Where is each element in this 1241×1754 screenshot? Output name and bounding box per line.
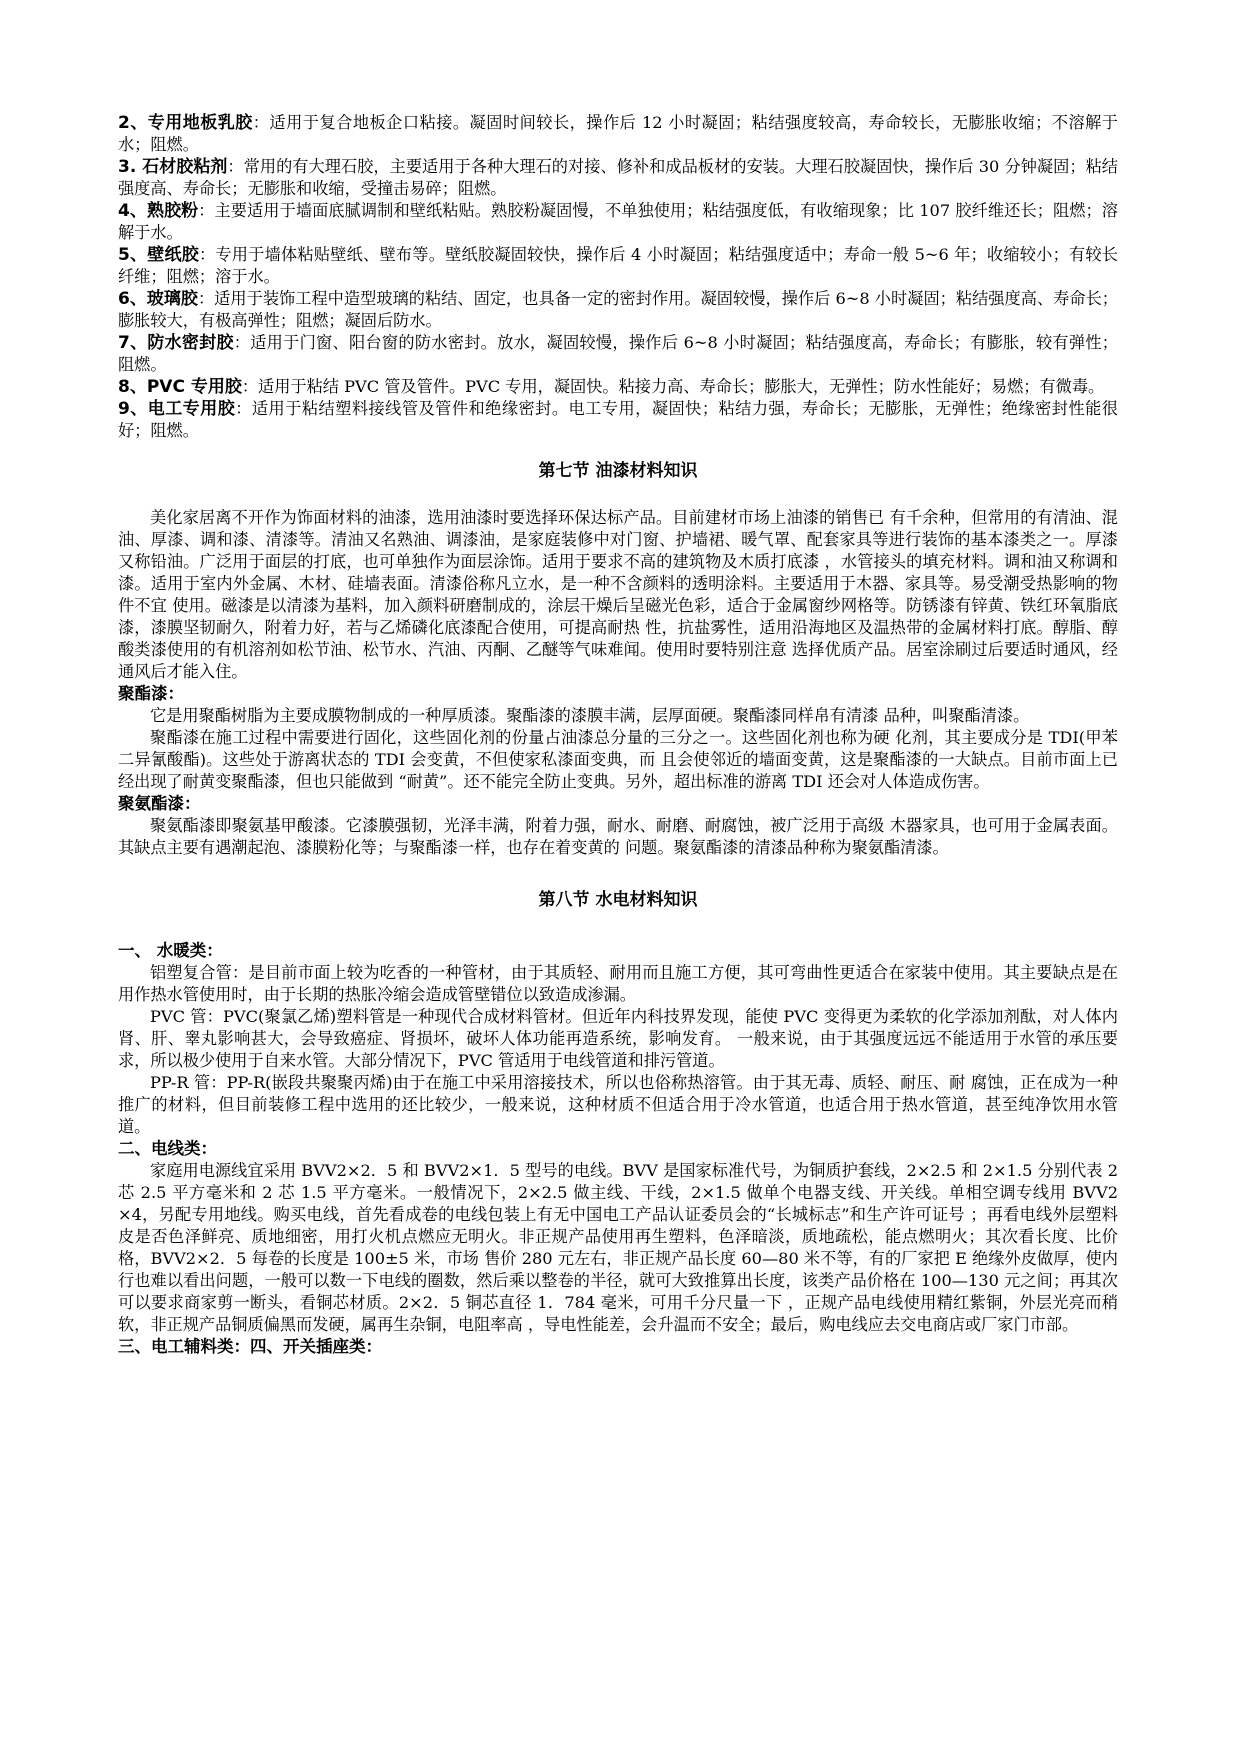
glue-item-label: 8、PVC 专用胶	[118, 377, 242, 397]
glue-item-text: ：主要适用于墙面底腻调制和壁纸粘贴。熟胶粉凝固慢，不单独使用；粘结强度低，有收缩现象；比 107 胶纤维还长；阻燃；溶解于水。	[118, 201, 1118, 242]
glue-item-label: 2、专用地板乳胶	[118, 113, 253, 133]
aluminum-plastic-pipe-paragraph: 铝塑复合管：是目前市面上较为吃香的一种管材，由于其质轻、耐用而且施工方便，其可弯曲性更适合在家装中使用。其主要缺点是在用作热水管使用时，由于长期的热胀冷缩会造成管壁错位以致造成渗漏。	[118, 963, 1118, 1004]
glue-item	[118, 332, 1118, 376]
glue-item-label: 4、熟胶粉	[118, 201, 199, 221]
glue-item	[118, 376, 1118, 398]
glue-item-text: ：适用于粘结塑料接线管及管件和绝缘密封。电工专用，凝固快；粘结力强，寿命长；无膨胀，无弹性；绝缘密封性能很好；阻燃。	[118, 399, 1118, 440]
pvc-pipe-paragraph: PVC 管：PVC(聚氯乙烯)塑料管是一种现代合成材料管材。但近年内科技界发现，能使 PVC 变得更为柔软的化学添加剂酞，对人体内肾、肝、睾丸影响甚大，会导致癌症、肾损坏，破坏人体功能再造系统，影响发育。 一般来说，由于其强度远远不能适用于水管的承压要求，所以极少使用于自来水管。大部分情况下，PVC 管适用于电线管道和排污管道。	[118, 1007, 1118, 1070]
section-7-title: 第七节 油漆材料知识	[538, 461, 698, 481]
paint-intro-paragraph: 美化家居离不开作为饰面材料的油漆，选用油漆时要选择环保达标产品。目前建材市场上油漆的销售已 有千余种，但常用的有清油、混油、厚漆、调和漆、清漆等。清油又名熟油、调漆油，是家庭装修中对门窗、护墙裙、暖气罩、配套家具等进行装饰的基本漆类之一。厚漆又称铅油。广泛用于面层的打底，也可单独作为面层涂饰。适用于要求不高的建筑物及木质打底漆 ，水管接头的填充材料。调和油又称调和漆。适用于室内外金属、木材、硅墙表面。清漆俗称凡立水，是一种不含颜料的透明涂料。主要适用于木器、家具等。易受潮受热影响的物件不宜 使用。磁漆是以清漆为基料，加入颜料研磨制成的，涂层干燥后呈磁光色彩，适合于金属窗纱网格等。防锈漆有锌黄、铁红环氧脂底漆，漆膜坚韧耐久，附着力好，若与乙烯磷化底漆配合使用，可提高耐热 性，抗盐雾性，适用沿海地区及温热带的金属材料打底。醇脂、醇酸类漆使用的有机溶剂如松节油、松节水、汽油、丙酮、乙醚等气味难闻。使用时要特别注意 选择优质产品。居室涂刷过后要适时通风，经通风后才能入住。	[118, 508, 1118, 681]
glue-item	[118, 398, 1118, 442]
glue-item	[118, 112, 1118, 156]
glue-item	[118, 288, 1118, 332]
polyester-paragraph-2: 聚酯漆在施工过程中需要进行固化，这些固化剂的份量占油漆总分量的三分之一。这些固化剂也称为硬 化剂，其主要成分是 TDI(甲苯二异氰酸酯)。这些处于游离状态的 TDI 会变黄，不但使家私漆面变典，而 且会使邻近的墙面变黄，这是聚酯漆的一大缺点。目前市面上已经出现了耐黄变聚酯漆，但也只能做到 “耐黄”。还不能完全防止变典。另外，超出标准的游离 TDI 还会对人体造成伤害。	[118, 728, 1118, 791]
ppr-pipe-paragraph: PP-R 管：PP-R(嵌段共聚聚丙烯)由于在施工中采用溶接技术，所以也俗称热溶管。由于其无毒、质轻、耐压、耐 腐蚀，正在成为一种推广的材料，但目前装修工程中选用的还比较少，一般来说，这种材质不但适合用于冷水管道，也适合用于热水管道，甚至纯净饮用水管道。	[118, 1073, 1118, 1136]
polyester-paragraph-1: 它是用聚酯树脂为主要成膜物制成的一种厚质漆。聚酯漆的漆膜丰满，层厚面硬。聚酯漆同样帛有清漆 品种，叫聚酯清漆。	[150, 706, 1030, 725]
plumbing-heading: 一、 水暖类：	[118, 941, 223, 960]
glue-item	[118, 244, 1118, 288]
electrical-accessories-heading: 三、电工辅料类：四、开关插座类：	[118, 1337, 382, 1356]
glue-item-label: 7、防水密封胶	[118, 333, 234, 353]
glue-item	[118, 156, 1118, 200]
glue-item-text: ：适用于复合地板企口粘接。凝固时间较长，操作后 12 小时凝固；粘结强度较高，寿命较长，无膨胀收缩；不溶解于水；阻燃。	[118, 113, 1118, 154]
glue-item-text: ：适用于装饰工程中造型玻璃的粘结、固定，也具备一定的密封作用。凝固较慢，操作后 6~8 小时凝固；粘结强度高、寿命长；膨胀较大，有极高弹性；阻燃；凝固后防水。	[118, 289, 1118, 330]
glue-item-label: 9、电工专用胶	[118, 399, 236, 419]
glue-item-label: 3. 石材胶粘剂	[118, 157, 228, 177]
glue-item-label: 6、玻璃胶	[118, 289, 198, 309]
document-page	[118, 112, 1118, 1358]
section-8-title: 第八节 水电材料知识	[538, 890, 698, 910]
glue-item	[118, 200, 1118, 244]
glue-item-text: ：适用于门窗、阳台窗的防水密封。放水，凝固较慢，操作后 6~8 小时凝固；粘结强度高，寿命长；有膨胀，较有弹性；阻燃。	[118, 333, 1118, 374]
glue-item-label: 5、壁纸胶	[118, 245, 199, 265]
glue-item-text: ：专用于墙体粘贴壁纸、壁布等。壁纸胶凝固较快，操作后 4 小时凝固；粘结强度适中；寿命一般 5~6 年；收缩较小；有较长纤维；阻燃；溶于水。	[118, 245, 1118, 286]
polyester-heading: 聚酯漆：	[118, 684, 184, 703]
glue-item-text: ：常用的有大理石胶，主要适用于各种大理石的对接、修补和成品板材的安装。大理石胶凝固快，操作后 30 分钟凝固；粘结强度高、寿命长；无膨胀和收缩，受撞击易碎；阻燃。	[118, 157, 1118, 198]
polyurethane-heading: 聚氨酯漆：	[118, 794, 201, 813]
glue-item-text: ：适用于粘结 PVC 管及管件。PVC 专用，凝固快。粘接力高、寿命长；膨胀大，无弹性；防水性能好；易燃；有微毒。	[241, 377, 1105, 396]
wire-paragraph: 家庭用电源线宜采用 BVV2×2．5 和 BVV2×1．5 型号的电线。BVV 是国家标准代号，为铜质护套线，2×2.5 和 2×1.5 分别代表 2 芯 2.5 平方毫米和 2 芯 1.5 平方毫米。一般情况下，2×2.5 做主线、干线，2×1.5 做单个电器支线、开关线。单相空调专线用 BVV2 ×4，另配专用地线。购买电线，首先看成卷的电线包装上有无中国电工产品认证委员会的“长城标志”和生产许可证号 ；再看电线外层塑料皮是否色泽鲜亮、质地细密，用打火机点燃应无明火。非正规产品使用再生塑料，色泽暗淡，质地疏松，能点燃明火；其次看长度、比价格，BVV2×2．5 每卷的长度是 100±5 米，市场 售价 280 元左右，非正规产品长度 60—80 米不等，有的厂家把 E 绝缘外皮做厚，使内行也难以看出问题，一般可以数一下电线的圈数，然后乘以整卷的半径，就可大致推算出长度，该类产品价格在 100—130 元之间；再其次可以要求商家剪一断头，看铜芯材质。2×2．5 铜芯直径 1．784 毫米，可用千分尺量一下 ，正规产品电线使用精红紫铜，外层光亮而稍软，非正规产品铜质偏黑而发硬，属再生杂铜，电阻率高 ，导电性能差，会升温而不安全；最后，购电线应去交电商店或厂家门市部。	[118, 1161, 1118, 1334]
glue-list	[118, 112, 1118, 442]
wire-heading: 二、电线类：	[118, 1139, 217, 1158]
polyurethane-paragraph: 聚氨酯漆即聚氨基甲酸漆。它漆膜强韧，光泽丰满，附着力强，耐水、耐磨、耐腐蚀，被广泛用于高级 木器家具，也可用于金属表面。其缺点主要有遇潮起泡、漆膜粉化等；与聚酯漆一样，也存在着变黄的 问题。聚氨酯漆的清漆品种称为聚氨酯清漆。	[118, 816, 1118, 857]
